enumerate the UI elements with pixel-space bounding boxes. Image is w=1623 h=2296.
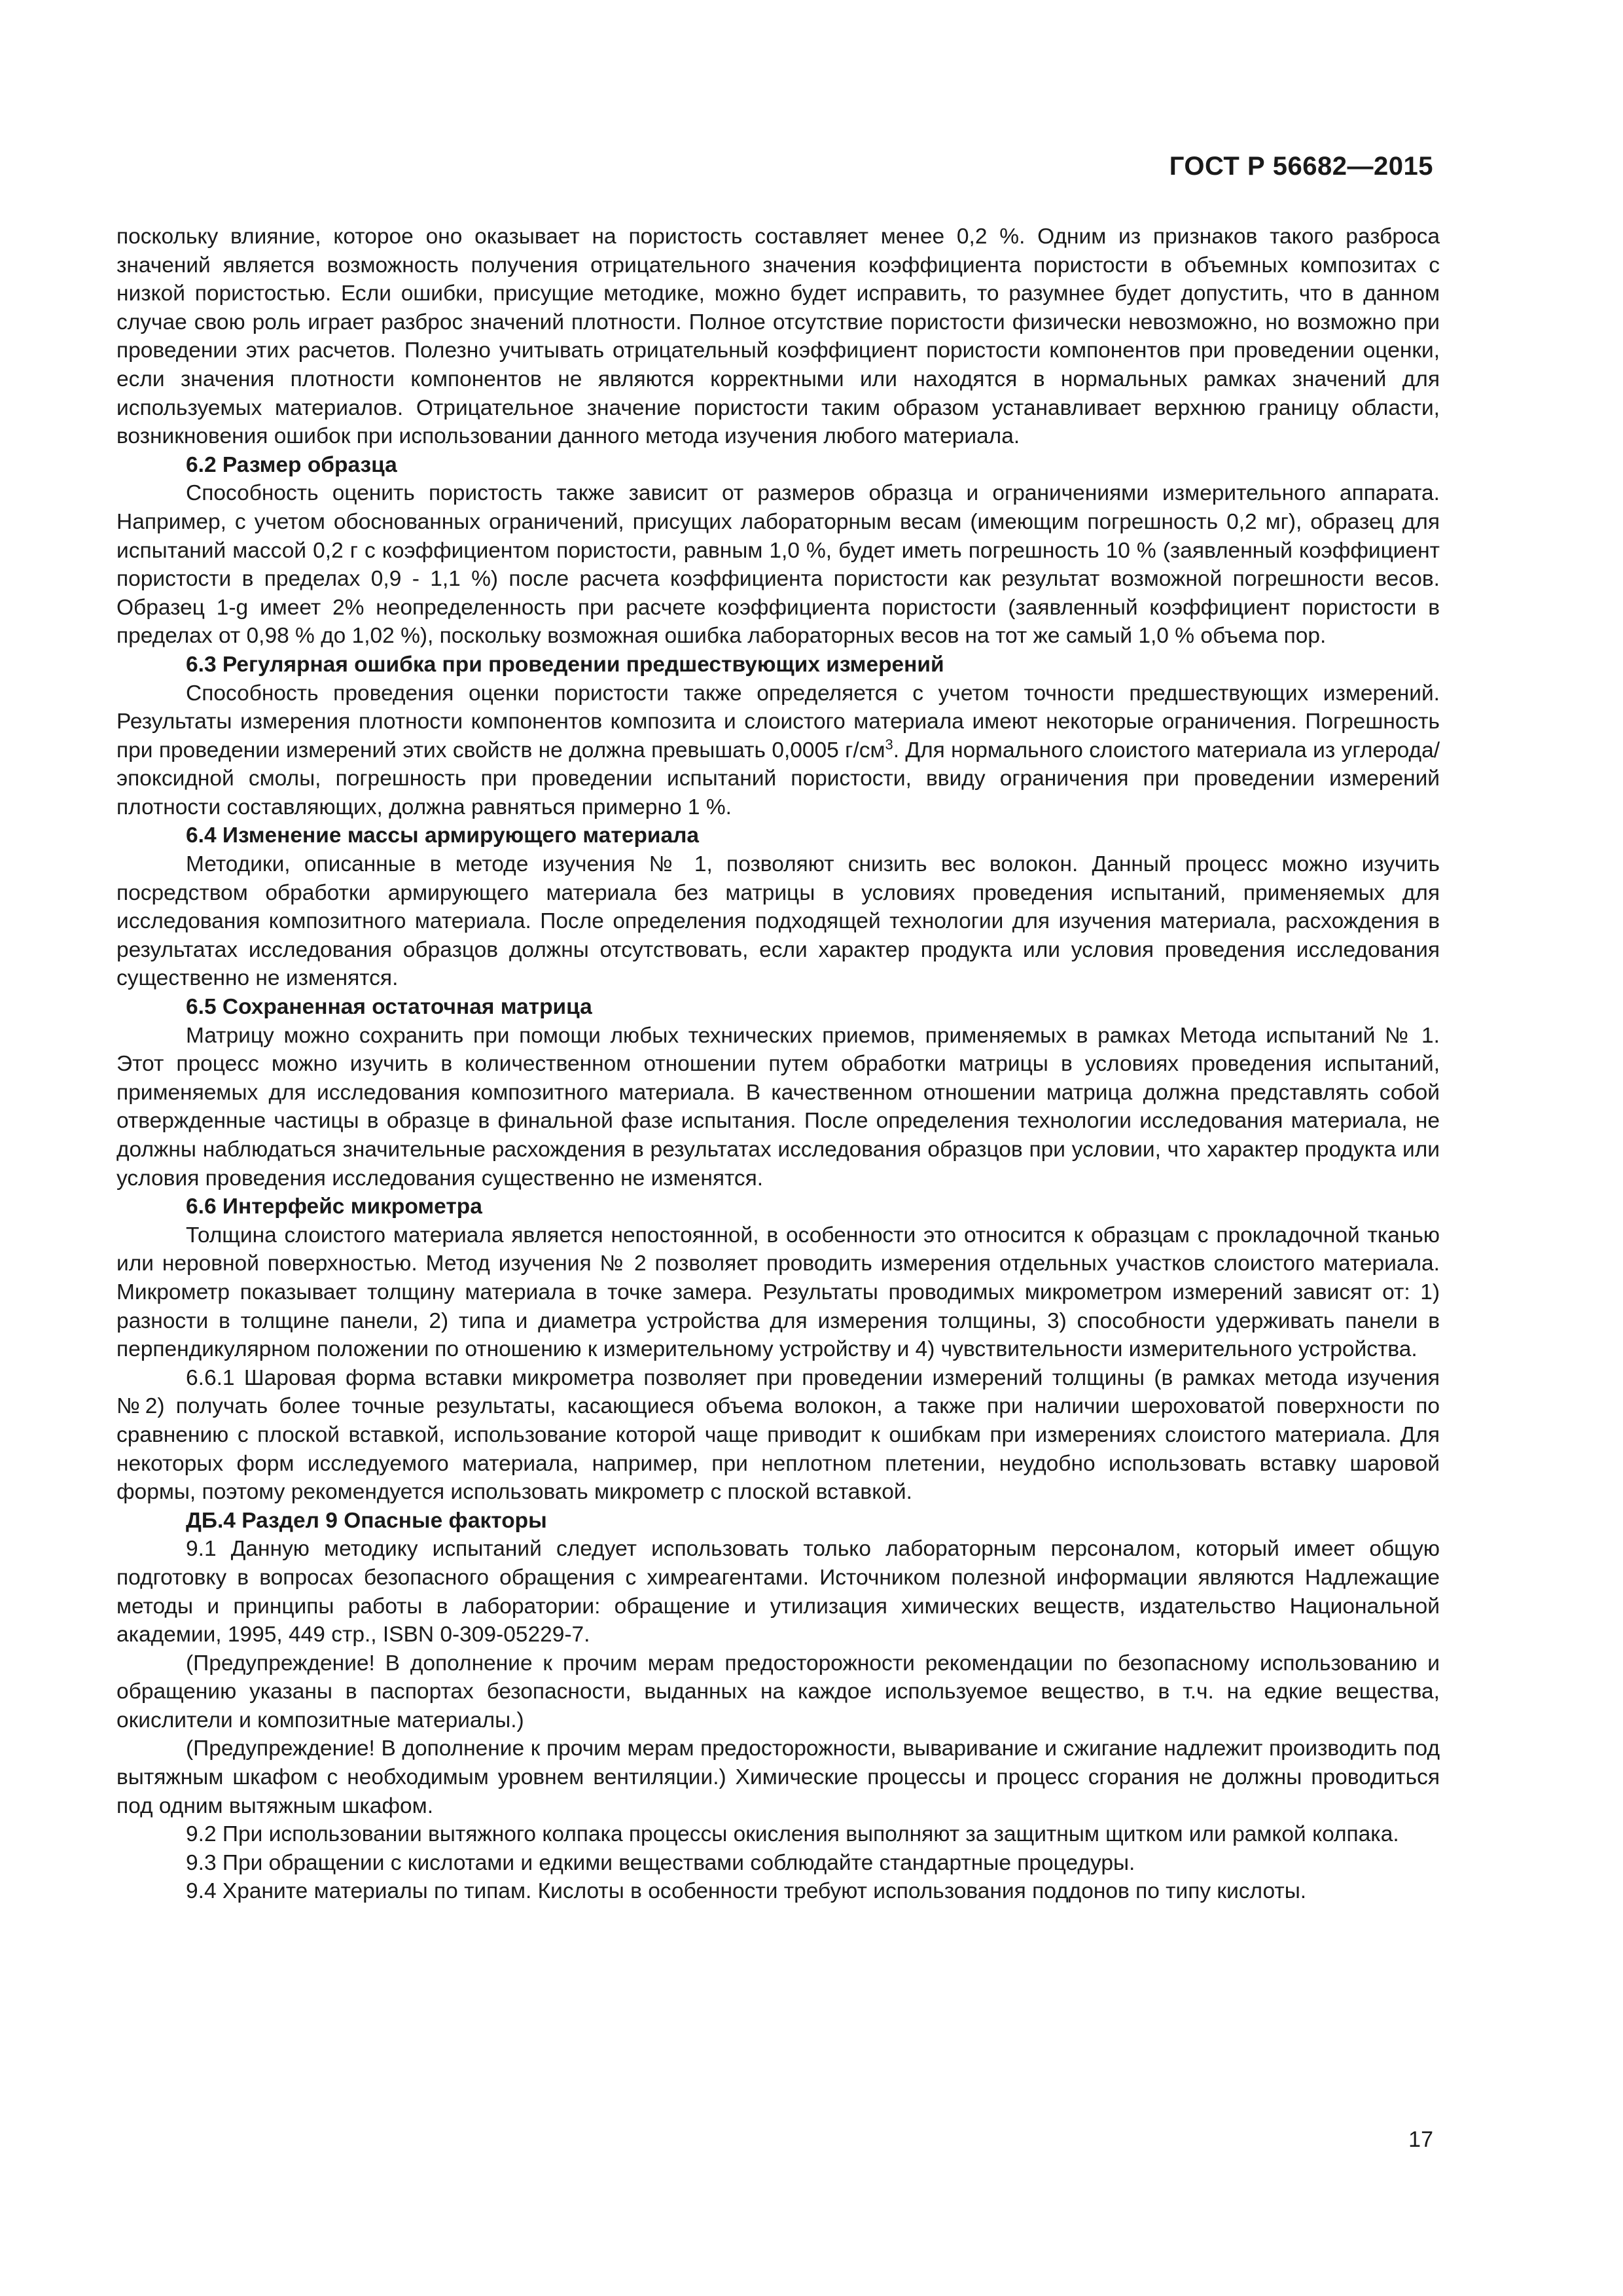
section-heading: 6.2 Размер образца [186, 452, 397, 477]
section-heading: 6.5 Сохраненная остаточная матрица [186, 995, 592, 1020]
paragraph [116, 679, 1440, 822]
paragraph: Толщина слоистого материала является непостоянной, в особенности это относится к образцам с прокладочной тканью или неровной поверхностью. Метод изучения № 2 позволяет проводить измерения отдельных участков слоистого материала. Микрометр показывает толщину материала в точке замера. Результаты проводимых микрометром измерений зависят от: 1) разности в толщине панели, 2) типа и диаметра устройства для измерения толщины, 3) способности удерживать панели в перпендикулярном положении по отношению к измерительному устройству и 4) чувствительности измерительного устройства. [116, 1223, 1440, 1362]
section-heading: 6.6 Интерфейс микрометра [186, 1194, 482, 1219]
section-heading: 6.3 Регулярная ошибка при проведении предшествующих измерений [186, 652, 944, 677]
section-heading: ДБ.4 Раздел 9 Опасные факторы [186, 1508, 547, 1533]
paragraph: Методики, описанные в методе изучения № 1, позволяют снизить вес волокон. Данный процесс можно изучить посредством обработки армирующего материала без матрицы в условиях проведения испытаний, применяемых для исследования композитного материала. После определения подходящей технологии для изучения материала, расхождения в результатах исследования образцов должны отсутствовать, если характер продукта или условия проведения исследования существенно не изменятся. [116, 852, 1440, 991]
paragraph-text: . Для нормального слоистого материала из углерода/эпоксидной смолы, погрешность при проведении испытаний пористости, ввиду ограничения при проведении измерений плотности составляющих, должна равняться примерно 1 %. [116, 738, 1440, 819]
paragraph: Способность оценить пористость также зависит от размеров образца и ограничениями измерительного аппарата. Например, с учетом обоснованных ограничений, присущих лабораторным весам (имеющим погрешность 0,2 мг), образец для испытаний массой 0,2 г с коэффициентом пористости, равным 1,0 %, будет иметь погрешность 10 % (заявленный коэффициент пористости в пределах 0,9 - 1,1 %) после расчета коэффициента пористости как результат возможной погрешности весов. Образец 1-g имеет 2% неопределенность при расчете коэффициента пористости (заявленный коэффициент пористости в пределах от 0,98 % до 1,02 %), поскольку возможная ошибка лабораторных весов на тот же самый 1,0 % объема пор. [116, 481, 1440, 649]
unit-superscript: 3 [885, 736, 893, 753]
document-body [116, 223, 1440, 1906]
paragraph: 6.6.1 Шаровая форма вставки микрометра позволяет при проведении измерений толщины (в рамках метода изучения №2) получать более точные результаты, касающиеся объема волокон, а также при наличии шероховатой поверхности по сравнению с плоской вставкой, использование которой чаще приводит к ошибкам при измерениях слоистого материала. Для некоторых форм исследуемого материала, например, при неплотном плетении, неудобно использовать вставку шаровой формы, поэтому рекомендуется использовать микрометр с плоской вставкой. [116, 1365, 1440, 1505]
paragraph: 9.1 Данную методику испытаний следует использовать только лабораторным персоналом, который имеет общую подготовку в вопросах безопасного обращения с химреагентами. Источником полезной информации являются Надлежащие методы и принципы работы в лаборатории: обращение и утилизация химических веществ, издательство Национальной академии, 1995, 449 стр., ISBN 0-309-05229-7. [116, 1537, 1440, 1647]
paragraph: Матрицу можно сохранить при помощи любых технических приемов, применяемых в рамках Метода испытаний № 1. Этот процесс можно изучить в количественном отношении путем обработки матрицы в условиях проведения испытаний, применяемых для исследования композитного материала. В качественном отношении матрица должна представлять собой отвержденные частицы в образце в финальной фазе испытания. После определения технологии исследования материала, не должны наблюдаться значительные расхождения в результатах исследования образцов при условии, что характер продукта или условия проведения исследования существенно не изменятся. [116, 1023, 1440, 1191]
paragraph: 9.4 Храните материалы по типам. Кислоты в особенности требуют использования поддонов по типу кислоты. [186, 1879, 1307, 1904]
paragraph: 9.2 При использовании вытяжного колпака процессы окисления выполняют за защитным щитком или рамкой колпака. [186, 1822, 1399, 1847]
paragraph: (Предупреждение! В дополнение к прочим мерам предосторожности рекомендации по безопасному использованию и обращению указаны в паспортах безопасности, выданных на каждое используемое вещество, в т.ч. на едкие вещества, окислители и композитные материалы.) [116, 1651, 1440, 1732]
paragraph-text: Способность проведения оценки пористости также определяется с учетом точности предшествующих измерений. Результаты измерения плотности компонентов композита и слоистого материала имеют некоторые ограничения. Погрешность при проведении измерений этих свойств не должна превышать 0,0005 г/см [116, 681, 1440, 762]
paragraph: 9.3 При обращении с кислотами и едкими веществами соблюдайте стандартные процедуры. [186, 1850, 1135, 1875]
paragraph: (Предупреждение! В дополнение к прочим мерам предосторожности, вываривание и сжигание надлежит производить под вытяжным шкафом с необходимым уровнем вентиляции.) Химические процессы и процесс сгорания не должны проводиться под одним вытяжным шкафом. [116, 1736, 1440, 1818]
paragraph: поскольку влияние, которое оно оказывает на пористость составляет менее 0,2 %. Одним из признаков такого разброса значений является возможность получения отрицательного значения коэффициента пористости в объемных композитах с низкой пористостью. Если ошибки, присущие методике, можно будет исправить, то разумнее будет допустить, что в данном случае свою роль играет разброс значений плотности. Полное отсутствие пористости физически невозможно, но возможно при проведении этих расчетов. Полезно учитывать отрицательный коэффициент пористости компонентов при проведении оценки, если значения плотности компонентов не являются корректными или находятся в нормальных рамках значений для используемых материалов. Отрицательное значение пористости таким образом устанавливает верхнюю границу области, возникновения ошибок при использовании данного метода изучения любого материала. [116, 224, 1440, 449]
document-page [116, 0, 1440, 2296]
section-heading: 6.4 Изменение массы армирующего материала [186, 823, 700, 848]
page-number: 17 [1408, 2127, 1433, 2152]
standard-code-header: ГОСТ Р 56682—2015 [1169, 152, 1433, 181]
